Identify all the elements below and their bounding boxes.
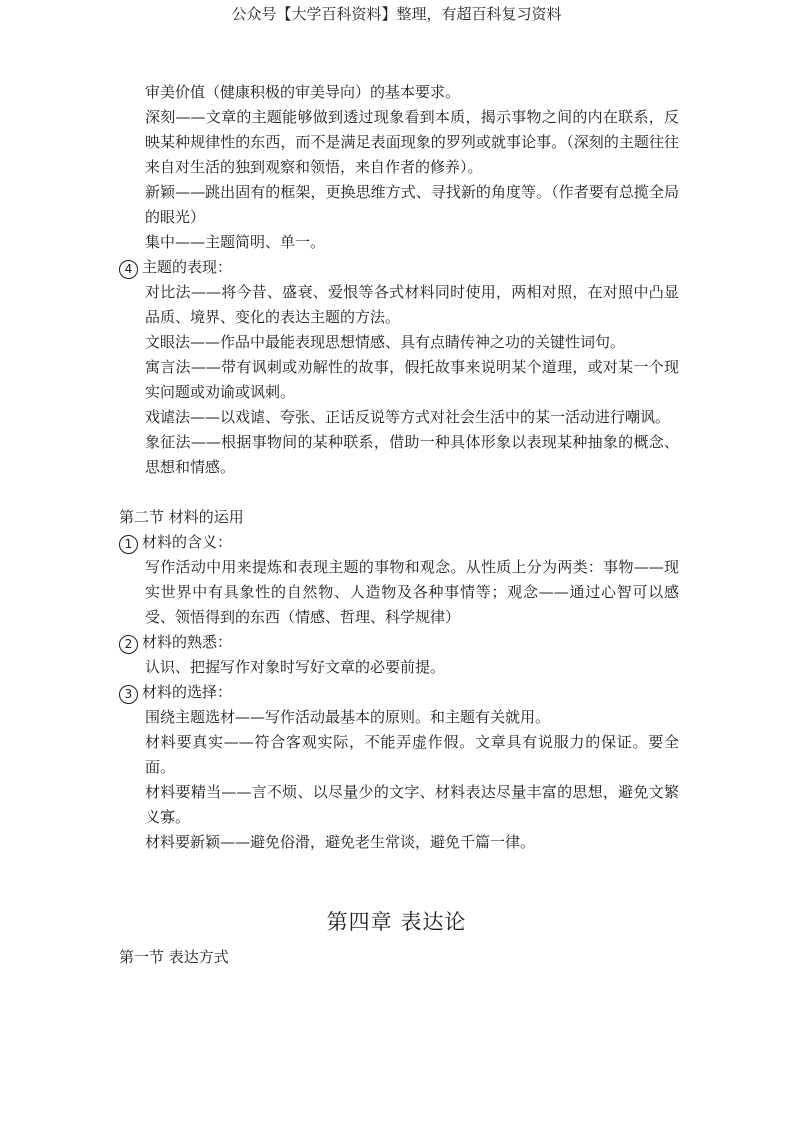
page-header: 公众号【大学百科资料】整理，有超百科复习资料 bbox=[231, 5, 562, 23]
circled-number-icon: 1 bbox=[119, 535, 138, 554]
paragraph: 文眼法——作品中最能表现思想情感、具有点睛传神之功的关键性词句。 bbox=[145, 333, 626, 351]
paragraph: 寓言法——带有讽刺或劝解性的故事，假托故事来说明某个道理，或对某一个现实问题或劝谕或讽刺。 bbox=[145, 358, 679, 401]
circled-number-icon: 3 bbox=[119, 685, 138, 704]
paragraph: 材料要新颖——避免俗滑，避免老生常谈，避免千篇一律。 bbox=[145, 833, 536, 851]
theme-requirements-block bbox=[119, 80, 679, 255]
paragraph: 认识、把握写作对象时写好文章的必要前提。 bbox=[145, 658, 446, 676]
paragraph: 围绕主题选材——写作活动最基本的原则。和主题有关就用。 bbox=[145, 708, 551, 726]
paragraph: 材料要真实——符合客观实际，不能弄虚作假。文章具有说服力的保证。要全面。 bbox=[145, 733, 679, 776]
paragraph: 象征法——根据事物间的某种联系，借助一种具体形象以表现某种抽象的概念、思想和情感。 bbox=[145, 433, 679, 476]
paragraph: 审美价值（健康积极的审美导向）的基本要求。 bbox=[145, 83, 461, 101]
numbered-heading bbox=[119, 255, 679, 280]
numbered-heading bbox=[119, 530, 679, 555]
item-title: 材料的选择： bbox=[142, 683, 233, 701]
numbered-heading bbox=[119, 680, 679, 705]
paragraph: 深刻——文章的主题能够做到透过现象看到本质，揭示事物之间的内在联系，反映某种规律性的东西，而不是满足表面现象的罗列或就事论事。（深刻的主题往往来自对生活的独到观察和领悟，来自作者的修养）。 bbox=[145, 108, 679, 176]
section-title: 第二节 材料的运用 bbox=[119, 508, 244, 526]
numbered-item-material-meaning bbox=[119, 530, 679, 630]
paragraph: 新颖——跳出固有的框架，更换思维方式、寻找新的角度等。（作者要有总揽全局的眼光） bbox=[145, 183, 679, 226]
paragraph: 集中——主题简明、单一。 bbox=[145, 233, 326, 251]
item-title: 材料的含义： bbox=[142, 533, 233, 551]
chapter-title: 第四章 表达论 bbox=[326, 910, 467, 934]
item-title: 主题的表现： bbox=[142, 258, 233, 276]
document-body bbox=[119, 80, 679, 970]
numbered-item-material-selection bbox=[119, 680, 679, 855]
numbered-item-theme-expression bbox=[119, 255, 679, 480]
paragraph: 对比法——将今昔、盛衰、爱恨等各式材料同时使用，两相对照，在对照中凸显品质、境界、变化的表达主题的方法。 bbox=[145, 283, 679, 326]
paragraph: 写作活动中用来提炼和表现主题的事物和观念。从性质上分为两类：事物——现实世界中有具象性的自然物、人造物及各种事情等；观念——通过心智可以感受、领悟得到的东西（情感、哲理、科学规律） bbox=[145, 558, 679, 626]
numbered-heading bbox=[119, 630, 679, 655]
section-title: 第一节 表达方式 bbox=[119, 948, 229, 966]
item-title: 材料的熟悉： bbox=[142, 633, 233, 651]
paragraph: 材料要精当——言不烦、以尽量少的文字、材料表达尽量丰富的思想，避免文繁义寡。 bbox=[145, 783, 679, 826]
circled-number-icon: 2 bbox=[119, 635, 138, 654]
paragraph: 戏谑法——以戏谑、夸张、正话反说等方式对社会生活中的某一活动进行嘲讽。 bbox=[145, 408, 671, 426]
circled-number-icon: 4 bbox=[119, 260, 138, 279]
numbered-item-material-familiarity bbox=[119, 630, 679, 680]
